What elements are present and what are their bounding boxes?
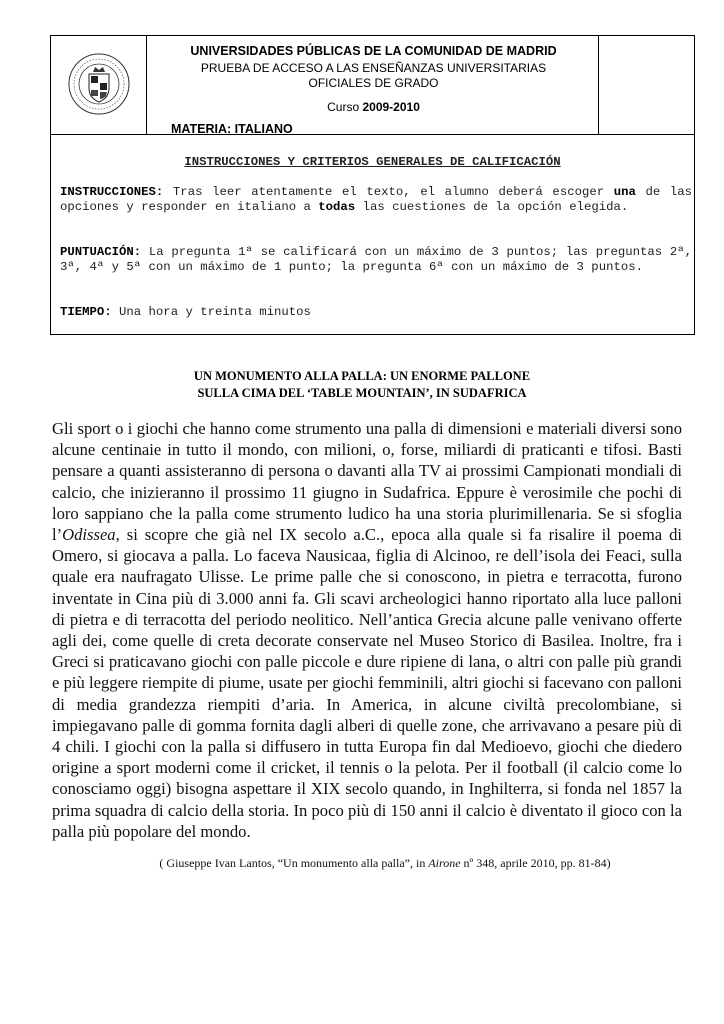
exam-name-line2: OFICIALES DE GRADO — [308, 76, 439, 90]
score-paragraph — [60, 245, 692, 275]
instructions-label: INSTRUCCIONES: — [60, 185, 164, 199]
article-body — [52, 418, 682, 842]
article-odissea: Odissea — [62, 525, 116, 545]
article-citation — [120, 856, 650, 871]
header-text — [147, 36, 600, 134]
subject-label: MATERIA: ITALIANO — [171, 122, 293, 136]
article-title-line2: SULLA CIMA DEL ‘TABLE MOUNTAIN’, IN SUDAFRICA — [197, 386, 527, 400]
citation-magazine: Airone — [428, 856, 461, 870]
university-name: UNIVERSIDADES PÚBLICAS DE LA COMUNIDAD DE MADRID — [190, 44, 557, 58]
time-text: Una hora y treinta minutos — [111, 305, 311, 319]
instructions-bold-una: una — [613, 185, 636, 199]
instructions-text-b: de las opciones y responder en italiano a — [60, 185, 692, 214]
time-paragraph — [60, 305, 692, 320]
course-label: Curso — [327, 100, 360, 114]
course-line — [147, 100, 600, 114]
logo-cell — [51, 36, 147, 134]
time-label: TIEMPO: — [60, 305, 112, 319]
instructions-text-c: las cuestiones de la opción elegida. — [355, 200, 629, 214]
score-label: PUNTUACIÓN: — [60, 245, 142, 259]
course-year: 2009-2010 — [362, 100, 420, 114]
instructions-title: INSTRUCCIONES Y CRITERIOS GENERALES DE CALIFICACIÓN — [184, 155, 561, 169]
instructions-bold-todas: todas — [318, 200, 356, 214]
article-text-b: , si scopre che già nel IX secolo a.C., epoca alla quale si fa risalire il poema di Omero, si giocava a palla. Lo faceva Nausicaa, figlia di Alcinoo, re dell’isola dei Feaci, sulla quale era naufragato Ulisse. Le prime palle che si conoscono, in pietra e terracotta, furono inventate in Cina più di 3.000 anni fa. Gli scavi archeologici hanno riportato alla luce palloni di pietra e di terracotta del periodo neolitico. Nell’antica Grecia alcune palle venivano offerte agli dei, come quelle di creta decorate conservate nel Museo Storico di Basilea. Inoltre, fra i Greci si praticavano giochi con palle piccole e dure ripiene di lana, o altri con palle più grandi e più leggere riempite di piume, usate per giochi femminili, altri giochi si facevano con palloni di media grandezza riempiti d’aria. In America, in alcune civiltà precolombiane, si impiegavano palle di gomma fornita dagli alberi di quelle zone, che arrivavano a pesare più di 4 chili. I giochi con la palla si diffusero in tutta Europa fin dal Medioevo, giochi che diedero origine a sport moderni come il cricket, il tennis o la pelota. Per il football (il calcio come lo conosciamo oggi) bisogna aspettare il XIX secolo quando, in Inghilterra, si fonda nel 1857 la prima squadra di calcio della storia. In poco più di 150 anni il calcio è diventato il gioco con la palla più popolare del mondo. — [52, 525, 682, 841]
article-title-line1: UN MONUMENTO ALLA PALLA: UN ENORME PALLONE — [193, 369, 531, 383]
university-seal-icon — [51, 36, 147, 134]
citation-text-b: nº 348, aprile 2010, pp. 81-84) — [460, 856, 611, 870]
instructions-paragraph — [60, 185, 692, 215]
header-empty-cell — [598, 36, 694, 134]
exam-header — [50, 35, 695, 135]
article-text-a: Gli sport o i giochi che hanno come strumento una palla di dimensioni e materiali diversi sono alcune centinaie in tutto il mondo, con milioni, o, forse, miliardi di praticanti e tifosi. Basti pensare a quanti assisteranno di persona o davanti alla TV ai prossimi Campionati mondiali di calcio, che inizieranno il prossimo 11 giugno in Sudafrica. Eppure è verosimile che pochi di loro sappiano che la palla come strumento ludico ha una storia plurimillenaria. Se si sfoglia l’ — [52, 419, 682, 545]
instructions-box — [50, 134, 695, 335]
score-text: La pregunta 1ª se calificará con un máximo de 3 puntos; las preguntas 2ª, 3ª, 4ª y 5ª con un máximo de 1 punto; la pregunta 6ª con un máximo de 3 puntos. — [60, 245, 692, 274]
exam-name-line1: PRUEBA DE ACCESO A LAS ENSEÑANZAS UNIVERSITARIAS — [200, 61, 547, 75]
citation-text-a: ( Giuseppe Ivan Lantos, “Un monumento alla palla”, in — [159, 856, 429, 870]
instructions-text-a: Tras leer atentamente el texto, el alumno deberá escoger — [163, 185, 614, 199]
